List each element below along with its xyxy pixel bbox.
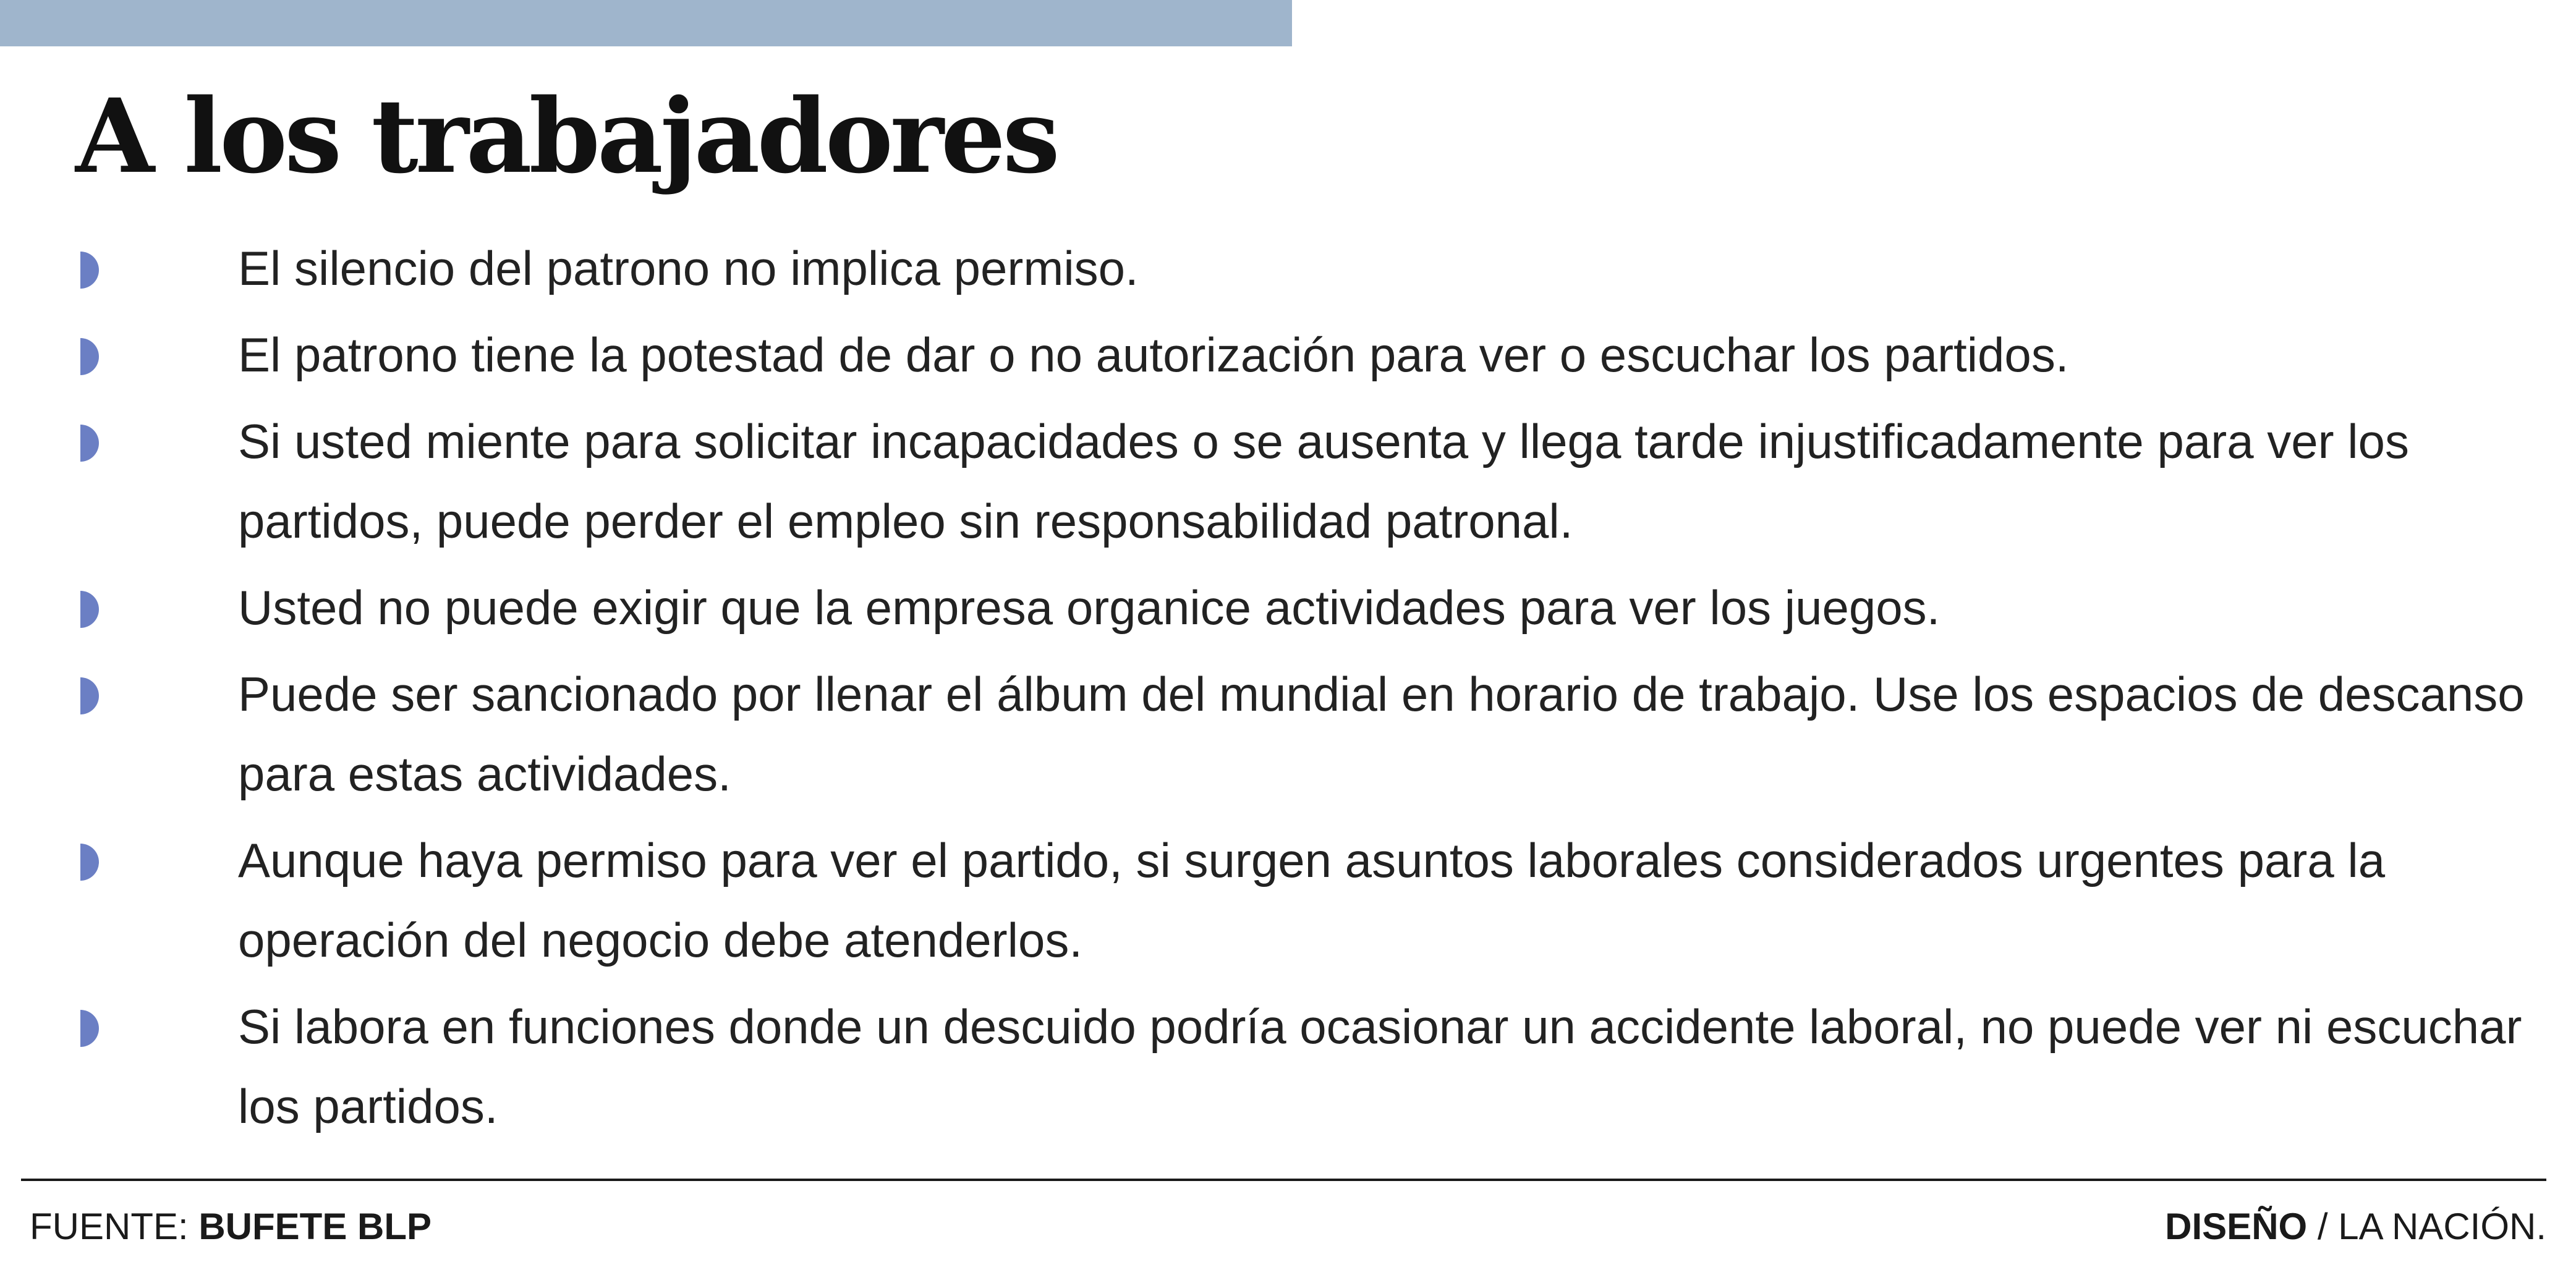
- list-item: [75, 315, 2542, 395]
- bullet-list: [75, 229, 2542, 1153]
- list-item-text: Si labora en funciones donde un descuido podría ocasionar un accidente laboral, no puede ver ni escuchar los partidos.: [238, 999, 2522, 1133]
- half-circle-bullet-icon: [80, 338, 99, 375]
- design-credit: [2165, 1205, 2546, 1248]
- list-item-text: Puede ser sancionado por llenar el álbum del mundial en horario de trabajo. Use los espacios de descanso para estas actividades.: [238, 667, 2525, 801]
- half-circle-bullet-icon: [80, 844, 99, 881]
- list-item: [75, 402, 2542, 561]
- list-item: [75, 229, 2542, 308]
- half-circle-bullet-icon: [80, 591, 99, 628]
- list-item: [75, 568, 2542, 648]
- list-item: [75, 654, 2542, 814]
- page-title: A los trabajadores: [75, 76, 1057, 196]
- half-circle-bullet-icon: [80, 677, 99, 714]
- design-separator: /: [2317, 1206, 2328, 1247]
- list-item: [75, 821, 2542, 980]
- source-value: BUFETE BLP: [198, 1206, 432, 1247]
- design-value: LA NACIÓN.: [2338, 1206, 2546, 1247]
- footer-divider: [21, 1179, 2546, 1181]
- list-item-text: Si usted miente para solicitar incapacidades o se ausenta y llega tarde injustificadamente para ver los partidos, puede perder el empleo sin responsabilidad patronal.: [238, 414, 2409, 548]
- design-label: DISEÑO: [2165, 1206, 2308, 1247]
- list-item-text: El patrono tiene la potestad de dar o no autorización para ver o escuchar los partidos.: [238, 328, 2069, 382]
- list-item-text: Aunque haya permiso para ver el partido, si surgen asuntos laborales considerados urgentes para la operación del negocio debe atenderlos.: [238, 833, 2386, 967]
- half-circle-bullet-icon: [80, 252, 99, 289]
- list-item-text: Usted no puede exigir que la empresa organice actividades para ver los juegos.: [238, 580, 1941, 635]
- list-item-text: El silencio del patrono no implica permiso.: [238, 241, 1139, 295]
- half-circle-bullet-icon: [80, 425, 99, 462]
- source-credit: [30, 1205, 431, 1248]
- top-accent-bar: [0, 0, 1292, 46]
- source-label: FUENTE:: [30, 1206, 189, 1247]
- half-circle-bullet-icon: [80, 1010, 99, 1047]
- list-item: [75, 987, 2542, 1146]
